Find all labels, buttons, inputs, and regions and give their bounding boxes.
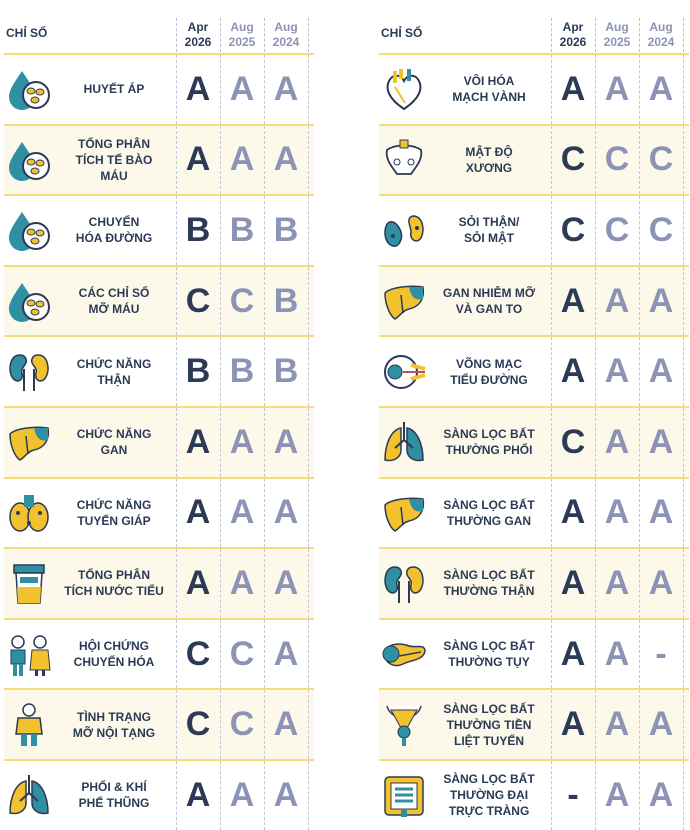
table-row bbox=[4, 759, 314, 830]
urine-cup-icon bbox=[6, 561, 52, 607]
grade-aug-2024: A bbox=[273, 563, 299, 602]
grade-aug-2025: A bbox=[604, 493, 630, 532]
table-row bbox=[379, 265, 689, 336]
metric-name: CHỨC NĂNG GAN bbox=[76, 427, 152, 458]
metric-name: SÀNG LỌC BẤT THƯỜNG TIỀN LIỆT TUYẾN bbox=[443, 701, 535, 748]
table-row bbox=[379, 53, 689, 124]
grade-aug-2024: A bbox=[648, 493, 674, 532]
grade-aug-2025: C bbox=[229, 705, 255, 744]
grade-apr-2026: A bbox=[560, 352, 586, 391]
grade-aug-2025: A bbox=[604, 705, 630, 744]
prostate-icon bbox=[381, 702, 427, 748]
grade-apr-2026: C bbox=[560, 210, 586, 249]
grade-aug-2024: A bbox=[648, 563, 674, 602]
left-panel bbox=[4, 0, 314, 830]
grade-aug-2025: B bbox=[229, 352, 255, 391]
col-header-2: Aug 2024 bbox=[647, 20, 675, 49]
kidney-stone-icon bbox=[381, 208, 427, 254]
lungs-icon bbox=[6, 773, 52, 819]
grade-aug-2025: A bbox=[229, 775, 255, 814]
grade-aug-2024: A bbox=[648, 705, 674, 744]
table-header bbox=[379, 0, 689, 53]
header-label: CHỈ SỐ bbox=[381, 26, 423, 40]
col-header-1: Aug 2025 bbox=[228, 20, 256, 49]
grade-apr-2026: C bbox=[560, 422, 586, 461]
metric-name: SÀNG LỌC BẤT THƯỜNG GAN bbox=[443, 497, 535, 528]
table-row bbox=[4, 335, 314, 406]
grade-aug-2024: B bbox=[273, 352, 299, 391]
grade-aug-2025: C bbox=[604, 210, 630, 249]
grade-aug-2024: A bbox=[273, 705, 299, 744]
metric-name: CHỨC NĂNG THẬN bbox=[76, 356, 152, 387]
metric-name: VÕNG MẠC TIỂU ĐƯỜNG bbox=[450, 356, 528, 387]
lungs-icon bbox=[381, 420, 427, 466]
table-row bbox=[379, 335, 689, 406]
table-header bbox=[4, 0, 314, 53]
grade-apr-2026: A bbox=[185, 69, 211, 108]
heart-icon bbox=[381, 67, 427, 113]
kidney-icon bbox=[6, 349, 52, 395]
grade-aug-2024: A bbox=[648, 775, 674, 814]
grade-aug-2025: A bbox=[604, 422, 630, 461]
grade-apr-2026: A bbox=[560, 69, 586, 108]
grade-aug-2024: C bbox=[648, 210, 674, 249]
table-row bbox=[4, 265, 314, 336]
table-row bbox=[379, 477, 689, 548]
grade-apr-2026: A bbox=[560, 705, 586, 744]
metric-name: TÌNH TRẠNG MỠ NỘI TẠNG bbox=[72, 709, 156, 740]
grade-apr-2026: A bbox=[185, 775, 211, 814]
metric-name: CÁC CHỈ SỐ MỠ MÁU bbox=[78, 286, 150, 317]
col-header-1: Aug 2025 bbox=[603, 20, 631, 49]
table-row bbox=[379, 194, 689, 265]
grade-apr-2026: A bbox=[560, 563, 586, 602]
right-panel bbox=[379, 0, 689, 830]
grade-apr-2026: A bbox=[185, 563, 211, 602]
pancreas-icon bbox=[381, 632, 427, 678]
grade-aug-2024: A bbox=[648, 422, 674, 461]
grade-apr-2026: A bbox=[560, 281, 586, 320]
table-row bbox=[4, 124, 314, 195]
grade-aug-2025: A bbox=[229, 422, 255, 461]
grade-aug-2024: A bbox=[648, 352, 674, 391]
kidney-icon bbox=[381, 561, 427, 607]
table-row bbox=[4, 618, 314, 689]
metric-name: GAN NHIỄM MỠ VÀ GAN TO bbox=[442, 286, 536, 317]
table-row bbox=[4, 688, 314, 759]
table-row bbox=[379, 618, 689, 689]
metric-name: CHỨC NĂNG TUYẾN GIÁP bbox=[76, 497, 152, 528]
grade-apr-2026: B bbox=[185, 352, 211, 391]
grade-apr-2026: - bbox=[567, 775, 579, 814]
grade-aug-2025: A bbox=[604, 563, 630, 602]
grade-apr-2026: A bbox=[560, 493, 586, 532]
liver-icon bbox=[6, 420, 52, 466]
grade-aug-2024: A bbox=[648, 69, 674, 108]
grade-aug-2024: C bbox=[648, 140, 674, 179]
blood-drop-icon bbox=[6, 138, 52, 184]
grade-aug-2025: A bbox=[604, 352, 630, 391]
grade-aug-2025: A bbox=[604, 634, 630, 673]
grade-aug-2025: A bbox=[604, 281, 630, 320]
grade-apr-2026: C bbox=[560, 140, 586, 179]
col-header-0: Apr 2026 bbox=[559, 20, 587, 49]
table-row bbox=[4, 406, 314, 477]
metric-name: CHUYỂN HÓA ĐƯỜNG bbox=[75, 215, 153, 246]
table-row bbox=[379, 124, 689, 195]
grade-apr-2026: C bbox=[185, 281, 211, 320]
liver-icon bbox=[381, 279, 427, 325]
grade-aug-2025: C bbox=[229, 281, 255, 320]
grade-aug-2024: A bbox=[273, 140, 299, 179]
table-row bbox=[379, 406, 689, 477]
grade-aug-2025: A bbox=[229, 69, 255, 108]
grade-aug-2025: B bbox=[229, 210, 255, 249]
grade-aug-2025: C bbox=[229, 634, 255, 673]
table-row bbox=[4, 53, 314, 124]
grade-apr-2026: A bbox=[185, 140, 211, 179]
grade-aug-2025: A bbox=[604, 69, 630, 108]
table-row bbox=[379, 547, 689, 618]
table-row bbox=[4, 477, 314, 548]
col-header-0: Apr 2026 bbox=[184, 20, 212, 49]
grade-aug-2024: A bbox=[273, 69, 299, 108]
metric-name: PHỔI & KHÍ PHẾ THŨNG bbox=[78, 780, 150, 811]
grade-aug-2025: C bbox=[604, 140, 630, 179]
metric-name: SÀNG LỌC BẤT THƯỜNG THẬN bbox=[443, 568, 535, 599]
grade-apr-2026: C bbox=[185, 705, 211, 744]
col-header-2: Aug 2024 bbox=[272, 20, 300, 49]
grade-aug-2024: A bbox=[648, 281, 674, 320]
liver-icon bbox=[381, 491, 427, 537]
grade-apr-2026: B bbox=[185, 210, 211, 249]
grade-aug-2024: B bbox=[273, 281, 299, 320]
metric-name: VÔI HÓA MẠCH VÀNH bbox=[452, 74, 526, 105]
metric-name: TỔNG PHÂN TÍCH TẾ BÀO MÁU bbox=[75, 136, 153, 183]
metric-name: SÀNG LỌC BẤT THƯỜNG ĐẠI TRỰC TRÀNG bbox=[443, 772, 535, 819]
metric-name: SÀNG LỌC BẤT THƯỜNG TỤY bbox=[443, 639, 535, 670]
blood-drop-icon bbox=[6, 279, 52, 325]
grade-aug-2024: A bbox=[273, 422, 299, 461]
grade-aug-2024: A bbox=[273, 775, 299, 814]
grade-apr-2026: C bbox=[185, 634, 211, 673]
blood-drop-icon bbox=[6, 67, 52, 113]
grade-aug-2024: A bbox=[273, 493, 299, 532]
grade-aug-2025: A bbox=[604, 775, 630, 814]
grade-aug-2024: - bbox=[655, 634, 667, 673]
grade-aug-2025: A bbox=[229, 493, 255, 532]
table-row bbox=[379, 759, 689, 830]
metric-name: HUYẾT ÁP bbox=[83, 82, 145, 97]
person-icon bbox=[6, 702, 52, 748]
thyroid-icon bbox=[6, 491, 52, 537]
grade-apr-2026: A bbox=[185, 422, 211, 461]
grade-apr-2026: A bbox=[560, 634, 586, 673]
metric-name: HỘI CHỨNG CHUYỂN HÓA bbox=[73, 639, 155, 670]
intestine-icon bbox=[381, 773, 427, 819]
eye-icon bbox=[381, 349, 427, 395]
grade-aug-2024: B bbox=[273, 210, 299, 249]
table-row bbox=[379, 688, 689, 759]
grade-aug-2024: A bbox=[273, 634, 299, 673]
header-label: CHỈ SỐ bbox=[6, 26, 48, 40]
grade-aug-2025: A bbox=[229, 563, 255, 602]
metric-name: SÀNG LỌC BẤT THƯỜNG PHỔI bbox=[443, 427, 535, 458]
pelvis-icon bbox=[381, 138, 427, 184]
table-row bbox=[4, 547, 314, 618]
metric-name: MẬT ĐỘ XƯƠNG bbox=[465, 144, 513, 175]
blood-drop-icon bbox=[6, 208, 52, 254]
grade-aug-2025: A bbox=[229, 140, 255, 179]
people-icon bbox=[6, 632, 52, 678]
grade-apr-2026: A bbox=[185, 493, 211, 532]
metric-name: TỔNG PHÂN TÍCH NƯỚC TIỂU bbox=[64, 568, 164, 599]
metric-name: SỎI THẬN/ SỎI MẬT bbox=[458, 215, 520, 246]
table-row bbox=[4, 194, 314, 265]
